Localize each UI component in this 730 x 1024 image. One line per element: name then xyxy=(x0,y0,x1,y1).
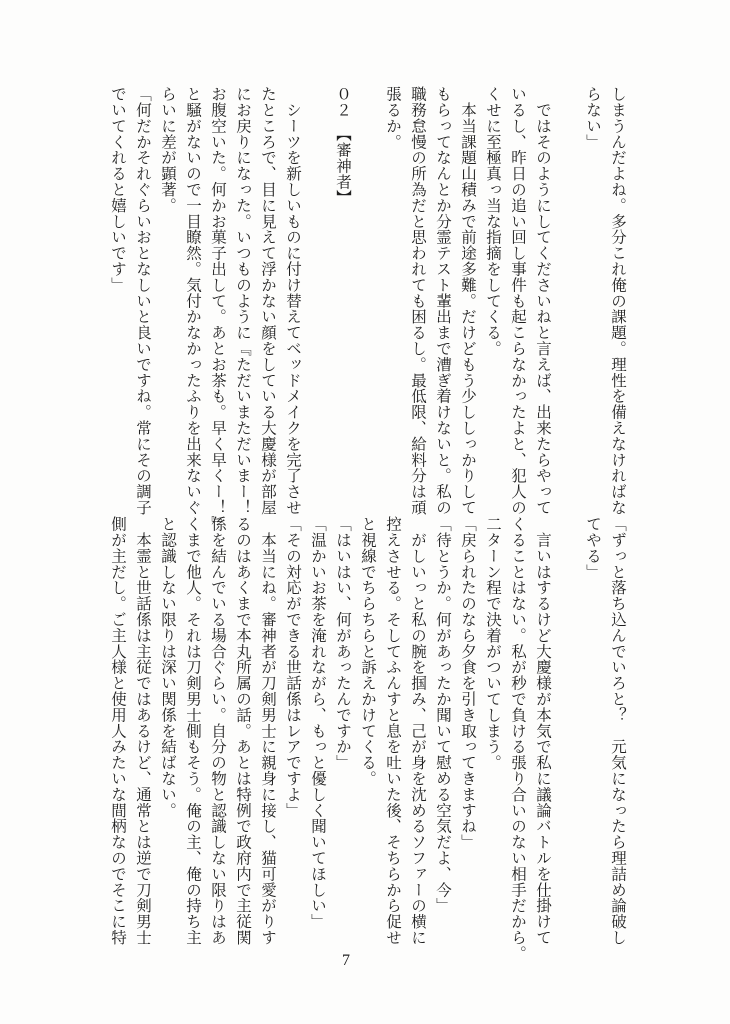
text-line: てやる」 xyxy=(584,516,601,580)
text-line: 二ターン程で決着がついてしまう。 xyxy=(484,516,501,771)
text-line: 張るか。 xyxy=(384,86,401,150)
text-line: でいてくれると嬉しいです」 xyxy=(109,86,126,293)
page-number: 7 xyxy=(342,952,350,969)
text-line: いるし、昨日の追い回し事件も起こらなかったよと、犯人の xyxy=(509,86,526,516)
blank-line xyxy=(355,86,380,518)
text-line: るのはあくまで本丸所属の話。あとは特例で政府内で主従関 xyxy=(234,516,251,946)
text-line: 「何だかそれぐらいおとなしいと良いですね。常にその調子 xyxy=(134,86,151,516)
top-text-block xyxy=(105,86,630,532)
text-line: もらってなんとか分霊テスト輩出まで漕ぎ着けないと。私の xyxy=(434,86,451,516)
text-line: らない」 xyxy=(584,86,601,150)
text-line: 「ずっと落ち込んでいろと？ 元気になったら理詰め論破し xyxy=(609,516,626,946)
text-line: くまで他人。それは刀剣男士側もそう。俺の主、俺の持ち主 xyxy=(184,516,201,946)
text-line: がしいっと私の腕を掴み、己が身を沈めるソファーの横に xyxy=(409,516,426,946)
text-line: 「その対応ができる世話係はレアですよ」 xyxy=(284,516,301,819)
text-line: 係を結んでいる場合ぐらい。自分の物と認識しない限りはあ xyxy=(209,516,226,946)
text-line: と認識しない限りは深い関係を結ばない。 xyxy=(159,516,176,819)
text-line: と視線でちらちらと訴えかけてくる。 xyxy=(359,516,376,787)
text-line: 「戻られたのなら夕食を引き取ってきますね」 xyxy=(459,516,476,850)
text-line: たところで、目に見えて浮かない顔をしている大慶様が部屋 xyxy=(259,86,276,516)
text-line: 職務怠慢の所為だと思われても困るし。最低限、給料分は頑 xyxy=(409,86,426,516)
text-line: 本霊と世話係は主従ではあるけど、通常とは逆で刀剣男士 xyxy=(134,516,151,946)
text-line: と騒がないので一目瞭然。気付かなかったふりを出来ないぐ xyxy=(184,86,201,516)
text-line: 本当にね。審神者が刀剣男士に親身に接し、猫可愛がりす xyxy=(259,516,276,946)
bottom-text-block xyxy=(105,516,630,962)
blank-line xyxy=(555,516,580,948)
text-line: 「温かいお茶を淹れながら、もっと優しく聞いてほしい」 xyxy=(309,516,326,930)
text-line: お腹空いた。何かお菓子出して。あとお茶も。早く早くー！』 xyxy=(209,86,226,532)
blank-line xyxy=(555,86,580,518)
text-line: らいに差が顕著。 xyxy=(159,86,176,214)
text-line: ではそのようにしてくださいねと言えば、出来たらやって xyxy=(534,86,551,516)
text-line: 控えさせる。そしてふんすと息を吐いた後、そちらから促せ xyxy=(384,516,401,946)
text-line: 本当課題山積みで前途多難。だけどもう少ししっかりして xyxy=(459,86,476,516)
text-line: シーツを新しいものに付け替えてベッドメイクを完了させ xyxy=(284,86,301,516)
text-line: 言いはするけど大慶様が本気で私に議論バトルを仕掛けて xyxy=(534,516,551,946)
text-line: くることはない。私が秒で負ける張り合いのない相手だから。 xyxy=(509,516,526,962)
text-line: しまうんだよね。多分これ俺の課題。理性を備えなければな xyxy=(609,86,626,516)
blank-line xyxy=(305,86,330,518)
text-line: 「はいはい、何があったんですか」 xyxy=(334,516,351,771)
text-line: にお戻りになった。いつものように『ただいまただいまー！ xyxy=(234,86,251,516)
text-line: 「待とうか。何があったか聞いて慰める空気だよ、今」 xyxy=(434,516,451,914)
text-line: 側が主だし。ご主人様と使用人みたいな間柄なのでそこに特 xyxy=(109,516,126,946)
text-line: くせに至極真っ当な指摘をしてくる。 xyxy=(484,86,501,357)
section-heading: ０２ 【審神者】 xyxy=(334,86,351,206)
